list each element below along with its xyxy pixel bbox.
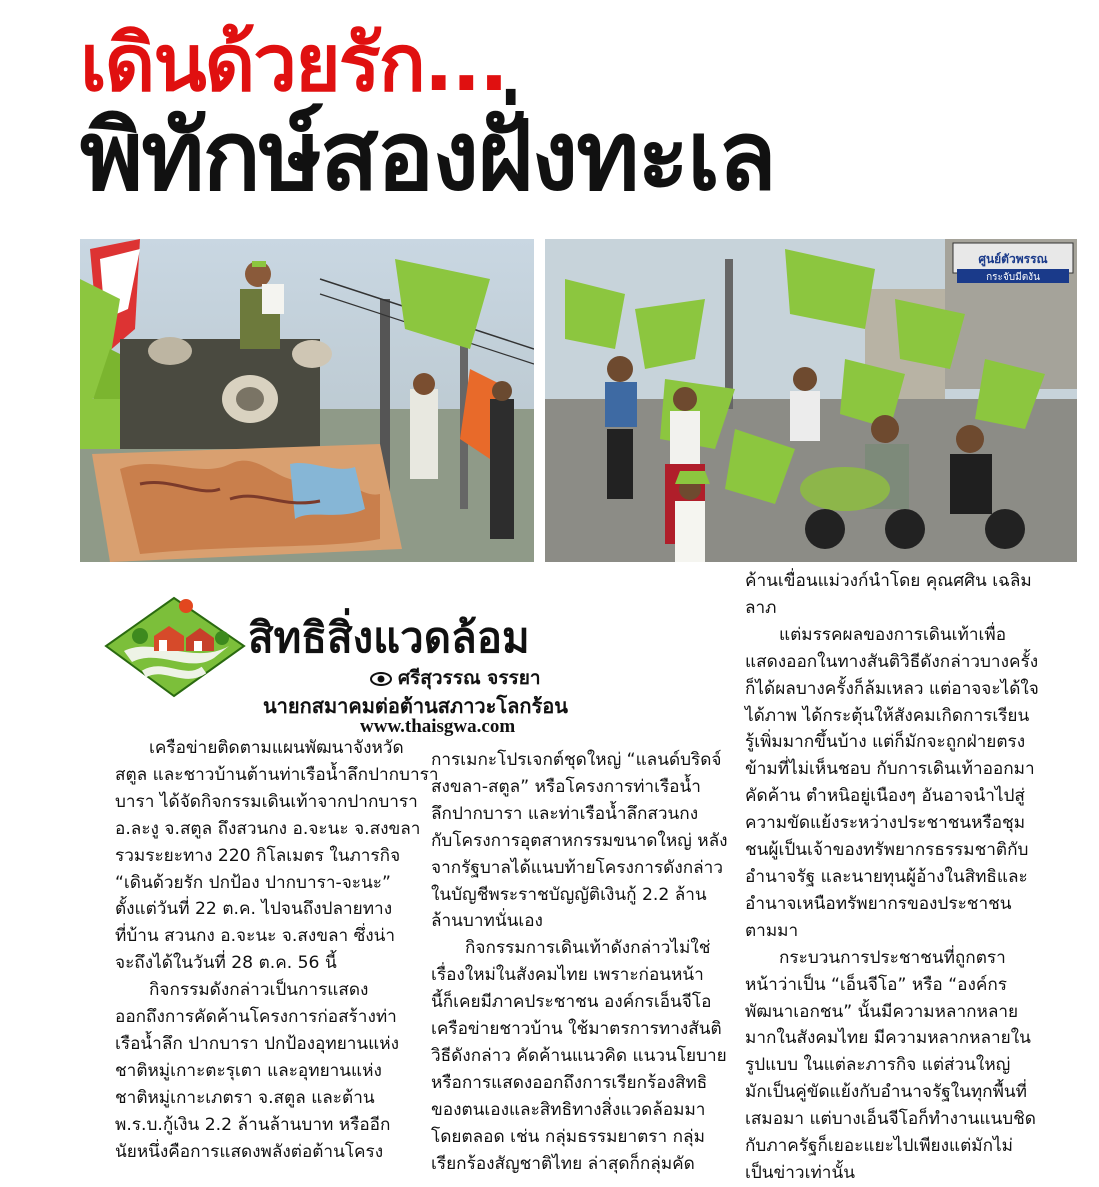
article-line: ข้ามที่ไม่เห็นชอบ กับการเดินเท้าออกมา	[745, 759, 1035, 780]
headline-line-2: พิทักษ์สองฝั่งทะเล	[80, 100, 775, 212]
article-line: ของตนเองและสิทธิทางสิ่งแวดล้อมมา	[431, 1099, 706, 1120]
article-line: เครือข่ายชาวบ้าน ใช้มาตรการทางสันติ	[431, 1019, 722, 1040]
column-logo	[104, 596, 246, 700]
article-line: ชาติหมู่เกาะเภตรา จ.สตูล และต้าน	[115, 1087, 375, 1108]
rally-photo	[80, 239, 534, 562]
article-line: ล้านบาทนั่นเอง	[431, 911, 543, 932]
article-line: คัดค้าน ตำหนิอยู่เนืองๆ อันอาจนำไปสู่	[745, 786, 1025, 807]
article-line: เป็นข่าวเท่านั้น	[745, 1162, 855, 1183]
article-line: กิจกรรมดังกล่าวเป็นการแสดง	[149, 980, 369, 1001]
article-line: เรียกร้องสัญชาติไทย ล่าสุดก็กลุ่มคัด	[431, 1153, 695, 1174]
landscape-icon	[104, 596, 246, 700]
article-line: “เดินด้วยรัก ปกป้อง ปากบารา-จะนะ”	[115, 872, 391, 893]
article-line: เสมอมา แต่บางเอ็นจีโอก็ทำงานแนบชิด	[745, 1109, 1036, 1130]
article-line: โดยตลอด เช่น กลุ่มธรรมยาตรา กลุ่ม	[431, 1126, 705, 1147]
article-column-3	[745, 568, 1039, 1187]
article-line: ค้านเขื่อนแม่วงก์นำโดย คุณศศิน เฉลิม	[745, 571, 1032, 591]
article-line: ความขัดแย้งระหว่างประชาชนหรือชุม	[745, 813, 1026, 834]
article-line: กับโครงการอุตสาหกรรมขนาดใหญ่ หลัง	[431, 830, 728, 851]
article-line: กระบวนการประชาชนที่ถูกตรา	[779, 947, 1006, 968]
article-line: รวมระยะทาง 220 กิโลเมตร ในภารกิจ	[115, 845, 401, 866]
article-line: ชาติหมู่เกาะตะรุเตา และอุทยานแห่ง	[115, 1060, 382, 1081]
article-line: ตั้งแต่วันที่ 22 ต.ค. ไปจนถึงปลายทาง	[115, 899, 393, 920]
article-line: พ.ร.บ.กู้เงิน 2.2 ล้านล้านบาท หรืออีก	[115, 1114, 391, 1135]
eye-icon	[370, 672, 392, 686]
article-line: มากในสังคมไทย มีความหลากหลายใน	[745, 1028, 1031, 1049]
article-line: ลึกปากบารา และท่าเรือน้ำลึกสวนกง	[431, 803, 699, 824]
article-line: พัฒนาเอกชน” นั้นมีความหลากหลาย	[745, 1001, 1019, 1022]
article-line: นัยหนึ่งคือการแสดงพลังต่อต้านโครง	[115, 1141, 384, 1162]
article-line: ก็ได้ผลบางครั้งก็ล้มเหลว แต่อาจจะได้ใจ	[745, 678, 1039, 699]
article-line: เครือข่ายติดตามแผนพัฒนาจังหวัด	[149, 738, 404, 758]
article-column-1	[115, 735, 439, 1166]
parade-photo	[545, 239, 1077, 562]
author-name: ศรีสุวรรณ จรรยา	[398, 667, 541, 689]
article-line: กับภาครัฐก็เยอะแยะไปเพียงแต่มักไม่	[745, 1136, 1013, 1157]
article-line: ในบัญชีพระราชบัญญัติเงินกู้ 2.2 ล้าน	[431, 884, 707, 905]
article-line: หน้าว่าเป็น “เอ็นจีโอ” หรือ “องค์กร	[745, 974, 1007, 995]
article-line: วิธีดังกล่าว คัดค้านแนวคิด แนวนโยบาย	[431, 1045, 727, 1066]
author-website: www.thaisgwa.com	[360, 716, 516, 737]
parade-photo-illustration	[545, 239, 1077, 562]
article-line: ตามมา	[745, 920, 799, 941]
article-line: แต่มรรคผลของการเดินเท้าเพื่อ	[779, 624, 1007, 645]
article-line: มักเป็นคู่ขัดแย้งกับอำนาจรัฐในทุกพื้นที่	[745, 1082, 1027, 1103]
article-line: เรื่องใหม่ในสังคมไทย เพราะก่อนหน้า	[431, 965, 704, 986]
article-line: จากรัฐบาลได้แนบท้ายโครงการดังกล่าว	[431, 857, 723, 878]
article-line: แสดงออกในทางสันติวิธีดังกล่าวบางครั้ง	[745, 651, 1039, 672]
article-line: บารา ได้จัดกิจกรรมเดินเท้าจากปากบารา	[115, 791, 418, 812]
shop-sign-1: ศูนย์ตัวพรรณ	[978, 252, 1048, 266]
author-title: นายกสมาคมต่อต้านสภาวะโลกร้อน	[263, 694, 568, 718]
article-line: จะถึงได้ในวันที่ 28 ต.ค. 56 นี้	[115, 953, 337, 974]
column-title: สิทธิสิ่งแวดล้อม	[248, 613, 530, 662]
article-line: ได้ภาพ ได้กระตุ้นให้สังคมเกิดการเรียน	[745, 705, 1030, 726]
article-line: ที่บ้าน สวนกง อ.จะนะ จ.สงขลา ซึ่งน่า	[115, 926, 396, 947]
article-line: สงขลา-สตูล” หรือโครงการท่าเรือน้ำ	[431, 776, 701, 797]
article-line: อำนาจเหนือทรัพยากรของประชาชน	[745, 893, 1012, 914]
article-line: ลาภ	[745, 597, 777, 618]
article-line: ชนผู้เป็นเจ้าของทรัพยากรธรรมชาติกับ	[745, 840, 1029, 861]
article-line: นี้ก็เคยมีภาคประชาชน องค์กรเอ็นจีโอ	[431, 992, 712, 1013]
article-line: กิจกรรมการเดินเท้าดังกล่าวไม่ใช่	[465, 938, 711, 959]
article-line: เรือน้ำลึก ปากบารา ปกป้องอุทยานแห่ง	[115, 1033, 399, 1054]
shop-sign-2: กระจับมีตงัน	[986, 272, 1040, 283]
article-line: สตูล และชาวบ้านต้านท่าเรือน้ำลึกปากบารา	[115, 764, 439, 785]
article-line: รู้เพิ่มมากขึ้นบ้าง แต่ก็มักจะถูกฝ่ายตรง	[745, 732, 1026, 753]
article-line: หรือการแสดงออกถึงการเรียกร้องสิทธิ	[431, 1072, 708, 1093]
article-line: อ.ละงู จ.สตูล ถึงสวนกง อ.จะนะ จ.สงขลา	[115, 818, 421, 839]
article-line: อำนาจรัฐ และนายทุนผู้อ้างในสิทธิและ	[745, 866, 1028, 887]
rally-photo-illustration	[80, 239, 534, 562]
article-line: รูปแบบ ในแต่ละภารกิจ แต่ส่วนใหญ่	[745, 1055, 1011, 1076]
article-column-2	[431, 747, 728, 1178]
author-row	[370, 663, 541, 693]
article-line: ออกถึงการคัดค้านโครงการก่อสร้างท่า	[115, 1007, 397, 1028]
headline-line-1: เดินด้วยรัก...	[80, 19, 507, 109]
article-line: การเมกะโปรเจกต์ชุดใหญ่ “แลนด์บริดจ์	[431, 750, 722, 770]
